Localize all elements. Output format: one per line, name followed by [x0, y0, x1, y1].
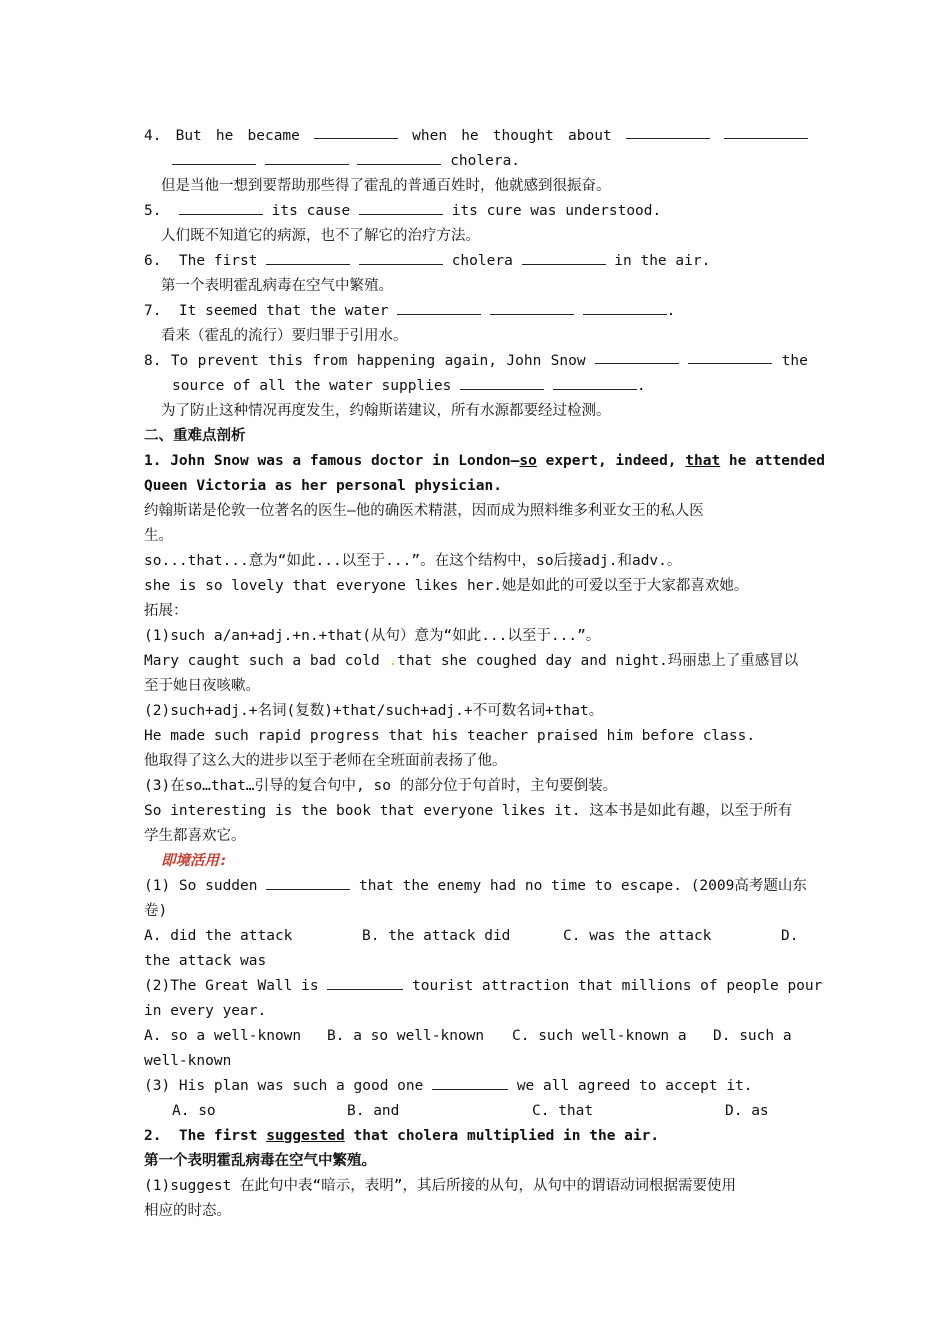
option-d: D. such a	[713, 1028, 792, 1044]
extension-1-example	[144, 649, 808, 674]
question-2-cont: in every year.	[144, 1003, 267, 1019]
text: 6. The first	[144, 253, 258, 269]
extension-1-example-cont: 至于她日夜咳嗽。	[144, 678, 260, 694]
blank	[266, 250, 350, 265]
blank	[553, 375, 637, 390]
question-2-options	[144, 1024, 808, 1049]
option-c: C. such well-known a	[512, 1028, 687, 1044]
blank	[688, 349, 772, 364]
text: in the air.	[614, 253, 711, 269]
blank	[583, 300, 667, 315]
text: cholera	[451, 253, 513, 269]
text: prevent	[197, 353, 259, 369]
document-page	[144, 124, 825, 1224]
blank	[490, 300, 574, 315]
point-1-sentence	[144, 449, 825, 474]
option-b: B. a so well-known	[327, 1028, 485, 1044]
text: he attended	[720, 453, 825, 469]
blank	[314, 124, 398, 139]
option-a: A. did the attack	[144, 928, 293, 944]
text: source of all the water supplies	[172, 378, 452, 394]
text: .	[666, 303, 676, 319]
text: became	[247, 128, 300, 144]
extension-3-translation: 学生都喜欢它。	[144, 828, 246, 844]
text: 4.	[144, 128, 162, 144]
option-c: C. was the attack	[563, 928, 712, 944]
question-1-options	[144, 924, 808, 949]
blank	[522, 250, 606, 265]
question-2	[144, 974, 823, 999]
practice-heading: 即境活用:	[161, 853, 228, 869]
dot-mark: .	[388, 653, 398, 669]
extension-2-translation: 他取得了这么大的进步以至于老师在全班面前表扬了他。	[144, 753, 507, 769]
exercise-7	[144, 299, 808, 324]
exercise-4-line-2	[144, 149, 808, 174]
text: 7. It seemed that the water	[144, 303, 389, 319]
exercise-6	[144, 249, 808, 274]
text: we all agreed to accept it.	[516, 1078, 753, 1094]
extension-2: (2)such+adj.+名词(复数)+that/such+adj.+不可数名词+that。	[144, 703, 604, 719]
text: (2)The Great Wall is	[144, 978, 319, 994]
text: (1) So sudden	[144, 878, 258, 894]
blank	[179, 200, 263, 215]
text: again,	[444, 353, 498, 369]
question-1	[144, 874, 808, 899]
exercise-5-translation: 人们既不知道它的病源，也不了解它的治疗方法。	[161, 228, 480, 244]
blank	[357, 150, 441, 165]
text: (3) His plan was such a good one	[144, 1078, 424, 1094]
text: John	[506, 353, 542, 369]
text: its cause	[271, 203, 351, 219]
blank	[327, 975, 403, 990]
text: that she coughed day and night.玛丽患上了重感冒以	[397, 653, 799, 669]
text: he	[461, 128, 479, 144]
text: Snow	[550, 353, 586, 369]
text: that cholera multiplied in the air.	[344, 1128, 660, 1144]
exercise-4-translation: 但是当他一想到要帮助那些得了霍乱的普通百姓时，他就感到很振奋。	[161, 178, 611, 194]
section-heading: 二、重难点剖析	[144, 428, 246, 444]
text: when	[412, 128, 448, 144]
blank	[359, 200, 443, 215]
point-2-sentence	[144, 1124, 808, 1149]
question-3	[144, 1074, 808, 1099]
blank	[172, 150, 256, 165]
blank	[266, 875, 350, 890]
question-3-options	[144, 1099, 808, 1124]
option-a: A. so a well-known	[144, 1028, 302, 1044]
point-2-explanation: (1)suggest 在此句中表“暗示，表明”，其后所接的从句，从句中的谓语动词根据需要使用	[144, 1178, 736, 1194]
text: To	[170, 353, 189, 369]
text: Mary caught such a bad cold	[144, 653, 389, 669]
extension-1: (1)such a/an+adj.+n.+that(从句）意为“如此...以至于...”。	[144, 628, 601, 644]
extension-3-example: So interesting is the book that everyone likes it. 这本书是如此有趣，以至于所有	[144, 803, 793, 819]
option-c: C. that	[532, 1103, 594, 1119]
text: this	[268, 353, 304, 369]
option-a: A. so	[172, 1103, 216, 1119]
exercise-5	[144, 199, 808, 224]
point-1-sentence-cont: Queen Victoria as her personal physician.	[144, 478, 502, 494]
text: that the enemy had no time to escape. (2009高考题山东	[358, 878, 807, 894]
text: cholera.	[450, 153, 521, 169]
exercise-8-line-2	[144, 374, 808, 399]
text: 5.	[144, 203, 162, 219]
extension-label: 拓展：	[144, 603, 188, 619]
blank	[359, 250, 443, 265]
question-1-cont: 卷)	[144, 903, 168, 919]
text: expert, indeed,	[536, 453, 686, 469]
blank	[265, 150, 349, 165]
text: But	[175, 128, 202, 144]
blank	[626, 124, 710, 139]
text: thought	[492, 128, 554, 144]
exercise-6-translation: 第一个表明霍乱病毒在空气中繁殖。	[161, 278, 393, 294]
question-1-option-d: the attack was	[144, 953, 267, 969]
text: its cure was understood.	[451, 203, 662, 219]
underlined-text: suggested	[266, 1128, 345, 1144]
option-b: B. and	[347, 1103, 400, 1119]
point-1-translation-cont: 生。	[144, 528, 173, 544]
point-1-explanation: so...that...意为“如此...以至于...”。在这个结构中，so后接adj.和adv.。	[144, 553, 682, 569]
text: .	[636, 378, 646, 394]
underlined-text: so	[519, 453, 537, 469]
option-b: B. the attack did	[362, 928, 511, 944]
blank	[432, 1075, 508, 1090]
text: about	[568, 128, 612, 144]
point-2-explanation-cont: 相应的时态。	[144, 1203, 231, 1219]
text: he	[215, 128, 234, 144]
question-2-option-d: well-known	[144, 1053, 232, 1069]
blank	[460, 375, 544, 390]
text: the	[781, 353, 808, 369]
text: 2. The first	[144, 1128, 267, 1144]
extension-2-example: He made such rapid progress that his teacher praised him before class.	[144, 728, 756, 744]
exercise-8-line-1	[144, 349, 808, 374]
text: 8.	[144, 353, 162, 369]
text: happening	[356, 353, 436, 369]
exercise-8-translation: 为了防止这种情况再度发生，约翰斯诺建议，所有水源都要经过检测。	[161, 403, 611, 419]
exercise-7-translation: 看来（霍乱的流行）要归罪于引用水。	[161, 328, 408, 344]
blank	[724, 124, 808, 139]
text: from	[312, 353, 348, 369]
blank	[397, 300, 481, 315]
option-d: D. as	[725, 1103, 769, 1119]
underlined-text: that	[685, 453, 721, 469]
text: tourist attraction that millions of people pour	[412, 978, 823, 994]
option-d: D.	[781, 928, 799, 944]
exercise-4-line-1	[144, 124, 808, 149]
point-1-translation: 约翰斯诺是伦敦一位著名的医生—他的确医术精湛，因而成为照料维多利亚女王的私人医	[144, 503, 704, 519]
point-1-example: she is so lovely that everyone likes her.她是如此的可爱以至于大家都喜欢她。	[144, 578, 749, 594]
extension-3: (3)在so…that…引导的复合句中, so 的部分位于句首时，主句要倒装。	[144, 778, 618, 794]
point-2-translation: 第一个表明霍乱病毒在空气中繁殖。	[144, 1153, 376, 1169]
blank	[595, 349, 679, 364]
text: 1. John Snow was a famous doctor in London—	[144, 453, 520, 469]
